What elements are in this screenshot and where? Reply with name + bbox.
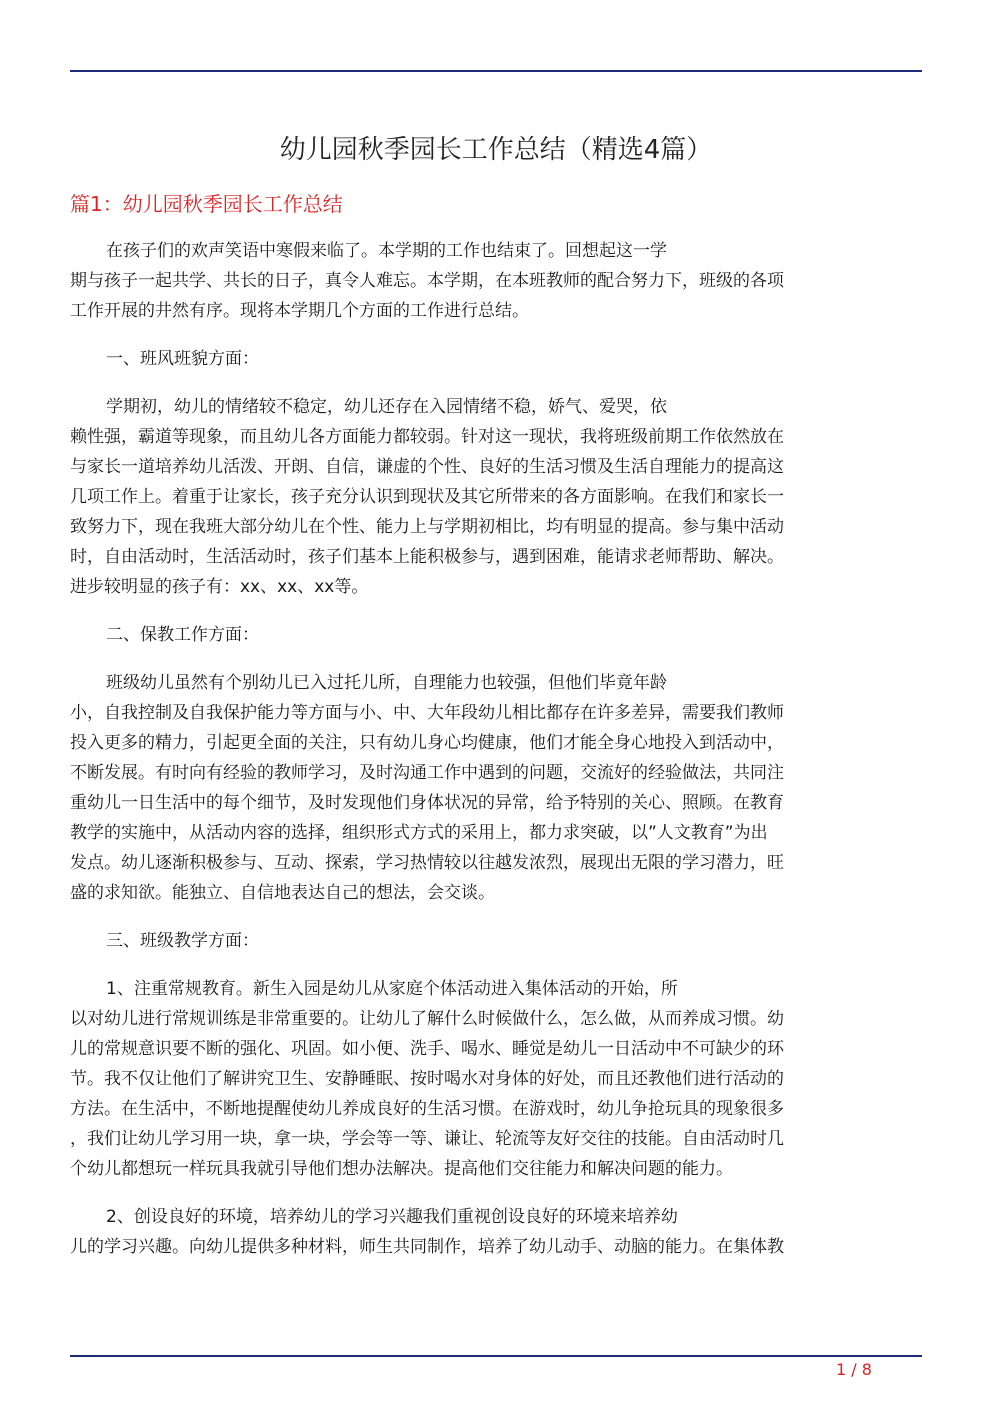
section-heading: 篇1：幼儿园秋季园长工作总结 (70, 192, 343, 216)
text-line: 工作开展的井然有序。现将本学期几个方面的工作进行总结。 (70, 301, 529, 321)
paragraph (70, 1202, 922, 1262)
text-line: 一、班风班貌方面： (106, 349, 259, 369)
paragraph-gap (70, 650, 922, 668)
text-line: 不断发展。有时向有经验的教师学习，及时沟通工作中遇到的问题，交流好的经验做法，共同注 (70, 763, 784, 783)
paragraph-gap (70, 602, 922, 620)
text-line: 班级幼儿虽然有个别幼儿已入过托儿所，自理能力也较强，但他们毕竟年龄 (106, 673, 667, 693)
text-line: 几项工作上。着重于让家长，孩子充分认识到现状及其它所带来的各方面影响。在我们和家长一 (70, 487, 784, 507)
text-line: 方法。在生活中，不断地提醒使幼儿养成良好的生活习惯。在游戏时，幼儿争抢玩具的现象很多 (70, 1099, 784, 1119)
footer-rule (70, 1355, 922, 1357)
text-line: 教学的实施中，从活动内容的选择，组织形式方式的采用上，都力求突破，以”人文教育”为出 (70, 823, 768, 843)
paragraph (70, 392, 922, 602)
text-line: 在孩子们的欢声笑语中寒假来临了。本学期的工作也结束了。回想起这一学 (106, 241, 667, 261)
text-line: 重幼儿一日生活中的每个细节，及时发现他们身体状况的异常，给予特别的关心、照顾。在教育 (70, 793, 784, 813)
text-line: 个幼儿都想玩一样玩具我就引导他们想办法解决。提高他们交往能力和解决问题的能力。 (70, 1159, 733, 1179)
text-line: 与家长一道培养幼儿活泼、开朗、自信，谦虚的个性、良好的生活习惯及生活自理能力的提高这 (70, 457, 784, 477)
text-line: 节。我不仅让他们了解讲究卫生、安静睡眠、按时喝水对身体的好处，而且还教他们进行活动的 (70, 1069, 784, 1089)
paragraph-gap (70, 326, 922, 344)
paragraph-gap (70, 1184, 922, 1202)
text-line: ，我们让幼儿学习用一块，拿一块，学会等一等、谦让、轮流等友好交往的技能。自由活动时几 (70, 1129, 784, 1149)
paragraph (70, 236, 922, 326)
paragraph-gap (70, 956, 922, 974)
text-line: 投入更多的精力，引起更全面的关注，只有幼儿身心均健康，他们才能全身心地投入到活动中， (70, 733, 784, 753)
text-line: 儿的常规意识要不断的强化、巩固。如小便、洗手、喝水、睡觉是幼儿一日活动中不可缺少的环 (70, 1039, 784, 1059)
text-line: 发点。幼儿逐渐积极参与、互动、探索，学习热情较以往越发浓烈，展现出无限的学习潜力，旺 (70, 853, 784, 873)
text-line: 1、注重常规教育。新生入园是幼儿从家庭个体活动进入集体活动的开始，所 (106, 979, 678, 999)
text-line: 期与孩子一起共学、共长的日子，真令人难忘。本学期，在本班教师的配合努力下，班级的各项 (70, 271, 784, 291)
text-line: 赖性强，霸道等现象，而且幼儿各方面能力都较弱。针对这一现状，我将班级前期工作依然放在 (70, 427, 784, 447)
paragraph (70, 344, 922, 374)
document-body (70, 236, 922, 1262)
text-line: 致努力下，现在我班大部分幼儿在个性、能力上与学期初相比，均有明显的提高。参与集中活动 (70, 517, 784, 537)
text-line: 学期初，幼儿的情绪较不稳定，幼儿还存在入园情绪不稳，娇气、爱哭，依 (106, 397, 667, 417)
text-line: 儿的学习兴趣。向幼儿提供多种材料，师生共同制作，培养了幼儿动手、动脑的能力。在集体教 (70, 1237, 784, 1257)
text-line: 以对幼儿进行常规训练是非常重要的。让幼儿了解什么时候做什么，怎么做，从而养成习惯。幼 (70, 1009, 784, 1029)
text-line: 三、班级教学方面： (106, 931, 259, 951)
paragraph (70, 926, 922, 956)
text-line: 盛的求知欲。能独立、自信地表达自己的想法，会交谈。 (70, 883, 495, 903)
document-title: 幼儿园秋季园长工作总结（精选4篇） (279, 135, 713, 165)
paragraph-gap (70, 908, 922, 926)
text-line: 二、保教工作方面： (106, 625, 259, 645)
paragraph (70, 668, 922, 908)
header-rule (70, 70, 922, 72)
text-line: 小，自我控制及自我保护能力等方面与小、中、大年段幼儿相比都存在许多差异，需要我们教师 (70, 703, 784, 723)
paragraph-gap (70, 374, 922, 392)
page-number: 1 / 8 (836, 1360, 872, 1379)
paragraph (70, 974, 922, 1184)
paragraph (70, 620, 922, 650)
text-line: 进步较明显的孩子有：xx、xx、xx等。 (70, 577, 369, 597)
text-line: 2、创设良好的环境，培养幼儿的学习兴趣我们重视创设良好的环境来培养幼 (106, 1207, 678, 1227)
text-line: 时，自由活动时，生活活动时，孩子们基本上能积极参与，遇到困难，能请求老师帮助、解决。 (70, 547, 784, 567)
